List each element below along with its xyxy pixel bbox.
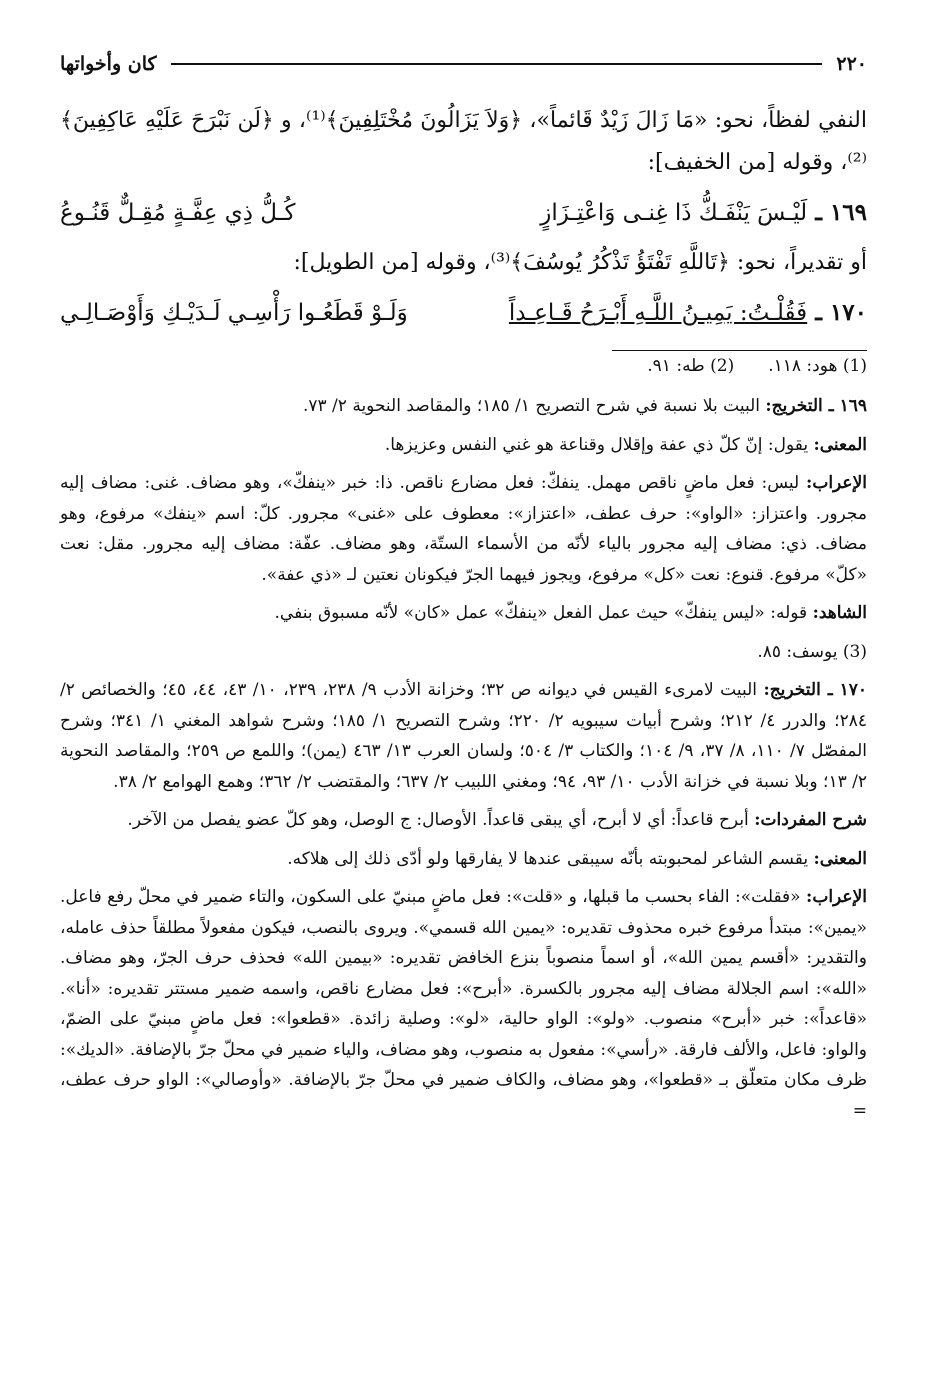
note-text: البيت لامرىء القيس في ديوانه ص ٣٢؛ وخزانة الأدب ٩/ ٢٣٨، ٢٣٩، ١٠/ ٤٣، ٤٤، ٤٥؛ والخصائص ٢/ ٢٨٤؛ والدرر ٤/ ٢١٢؛ وشرح أبيات سيبويه ٢/ ٢٢٠؛ وشرح التصريح ١/ ١٨٥؛ وشرح شواهد المغني ١/ ٣٤١؛ وشرح المفصّل ٧/ ١١٠، ٨/ ٣٧، ٩/ ١٠٤؛ والكتاب ٣/ ٥٠٤؛ ولسان العرب ١٣/ ٤٦٣ (يمن)؛ واللمع ص ٢٥٩؛ والمقاصد النحوية ٢/ ١٣؛ وبلا نسبة في خزانة الأدب ١٠/ ٩٣، ٩٤؛ ومغني اللبيب ٢/ ٦٣٧؛ والمقتضب ٢/ ٣٦٢؛ وهمع الهوامع ٢/ ٣٨. — [60, 680, 868, 792]
note-label: الإعراب: — [806, 887, 867, 907]
verse-hemistich-second: كُـلُّ ذِي عِفَّـةٍ مُقِـلٌّ قَنُـوعُ — [60, 200, 296, 226]
main-text — [60, 100, 867, 342]
note-label: المعنى: — [813, 434, 867, 455]
footnotes — [60, 351, 867, 381]
note-text: يقسم الشاعر لمحبوبته بأنّه سيبقى عندها لا يفارقها ولو أدّى ذلك إلى هلاكه. — [287, 848, 809, 869]
note-maana — [60, 844, 867, 875]
main-paragraph-1: النفي لفظاً، نحو: «مَا زَالَ زَيْدٌ قَائماً»، ﴿وَلاَ يَزَالُونَ مُخْتَلِفِينَ﴾⁽¹⁾، و ﴿لَن نَبْرَحَ عَلَيْهِ عَاكِفِينَ﴾⁽²⁾، وقوله [من الخفيف]: — [60, 108, 867, 175]
note-label: ١٦٩ ـ التخريج: — [765, 396, 867, 416]
notes-169 — [60, 391, 867, 629]
note-text: يقول: إنّ كلّ ذي عفة وإقلال وقناعة هو غني النفس وعزيزها. — [384, 434, 809, 455]
note-mufradat — [60, 805, 867, 836]
verse-hemistich-first: لَيْـسَ يَنْفَـكُّ ذَا غِنـى وَاعْتِـزَازٍ — [540, 200, 808, 226]
note-text: البيت بلا نسبة في شرح التصريح ١/ ١٨٥؛ والمقاصد النحوية ٢/ ٧٣. — [302, 396, 760, 416]
main-paragraph-2: أو تقديراً، نحو: ﴿تَاللَّهِ تَفْتَؤُ تَذْكُرُ يُوسُفَ﴾⁽³⁾، وقوله [من الطويل]: — [293, 250, 867, 275]
verse-number: ١٦٩ ـ — [815, 199, 867, 226]
note-text: «فقلت»: الفاء بحسب ما قبلها، و «قلت»: فعل ماضٍ مبنيّ على السكون، والتاء ضمير في محلّ رفع فاعل. «يمين»: مبتدأ مرفوع خبره محذوف تقديره: «يمين الله قسمي». ويروى بالنصب، فيكون مفعولاً مطلقاً حذف عامله، والتقدير: «أقسم يمين الله»، أو اسماً منصوباً بنزع الخافض تقديره: «بيمين الله» فحذف حرف الجرّ، وهو مضاف. «الله»: اسم الجلالة مضاف إليه مجرور بالكسرة. «أبرح»: فعل مضارع ناقص، واسمه ضمير مستتر تقديره: «أنا». «قاعداً»: خبر «أبرح» منصوب. «ولو»: الواو حالية، «لو»: وصلية زائدة. «قطعوا»: فعل ماضٍ مبنيّ على الضمّ، والواو: فاعل، والألف فارقة. «رأسي»: مفعول به منصوب، وهو مضاف، والياء ضمير في محلّ جرّ بالإضافة. «الديك»: ظرف مكان متعلّق بـ «قطعوا»، وهو مضاف، والكاف ضمير في محلّ جرّ بالإضافة. «وأوصالي»: الواو حرف عطف، = — [60, 887, 867, 1121]
note-label: شرح المفردات: — [754, 810, 867, 830]
footnote-3: (3) يوسف: ٨٥. — [757, 641, 867, 662]
chapter-title: كان وأخواتها — [60, 53, 157, 75]
notes-170 — [60, 637, 867, 1127]
note-text: ليس: فعل ماضٍ ناقص مهمل. ينفكّ: فعل مضارع ناقص. ذا: خبر «ينفكّ»، وهو مضاف. غنى: مضاف إليه مجرور. واعتزاز: «الواو»: حرف عطف، «اعتزاز»: معطوف على «غنى» مجرور. كلّ: اسم «ينفك» مرفوع، وهو مضاف. ذي: مضاف إليه مجرور بالياء لأنّه من الأسماء الستّة، وهو مضاف. عفّة: مضاف إليه مجرور. مقل: نعت «كلّ» مرفوع. قنوع: نعت «كل» مرفوع، ويجوز فيهما الجرّ فيكونان نعتين لـ «ذي عفة». — [60, 473, 867, 585]
note-takhrij — [60, 391, 867, 422]
header-rule — [171, 63, 823, 65]
page-header — [60, 44, 867, 84]
note-irab — [60, 468, 867, 590]
note-label: المعنى: — [813, 848, 867, 869]
page-number: ٢٢٠ — [836, 53, 867, 75]
page — [60, 44, 867, 1134]
note-shahid — [60, 598, 867, 629]
verse-169 — [60, 184, 867, 242]
note-label: الشاهد: — [812, 603, 867, 623]
note-label: ١٧٠ ـ التخريج: — [763, 680, 868, 700]
note-takhrij — [60, 675, 867, 797]
verse-hemistich-second: وَلَـوْ قَطَعُـوا رَأْسِـي لَـدَيْـكِ وَأَوْصَـالِـي — [60, 300, 408, 326]
footnote-1: (1) هود: ١١٨. — [768, 356, 867, 376]
footnote-2: (2) طه: ٩١. — [647, 356, 735, 376]
verse-number: ١٧٠ ـ — [815, 299, 867, 326]
verse-170 — [60, 284, 867, 342]
note-text: قوله: «ليس ينفكّ» حيث عمل الفعل «ينفكّ» عمل «كان» لأنّه مسبوق بنفي. — [274, 603, 808, 623]
verse-hemistich-first: فَقُلْـتُ: يَمِيـنُ اللَّـهِ أَبْـرَحُ قَـاعِـداً — [508, 300, 808, 326]
note-maana — [60, 430, 867, 461]
note-irab — [60, 882, 867, 1126]
note-text: أبرح قاعداً: أي لا أبرح، أي يبقى قاعداً. الأوصال: ج الوصل، وهو كلّ عضو يفصل من الآخر. — [127, 810, 749, 830]
note-label: الإعراب: — [806, 473, 867, 493]
